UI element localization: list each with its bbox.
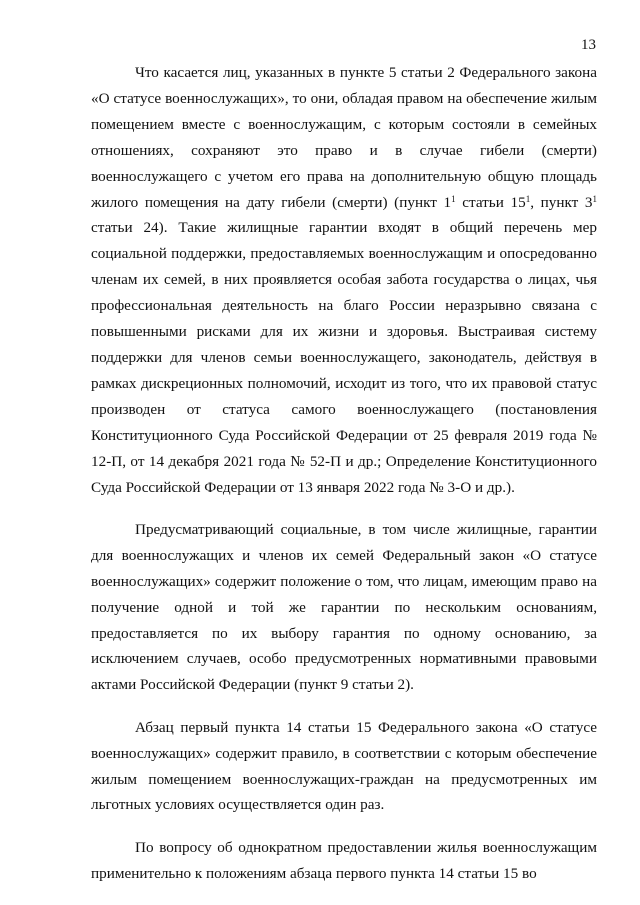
text-run: статьи 15 (455, 193, 526, 211)
paragraph-1 (91, 60, 597, 500)
text-run: Абзац первый пункта 14 статьи 15 Федерального закона «О статусе военнослужащих» содержит правило, в соответствии с которым обеспечение жилым помещением военнослужащих-граждан на предусмотренных им льготных условиях осуществляется один раз. (91, 718, 597, 814)
text-run: Что касается лиц, указанных в пункте 5 статьи 2 Федерального закона «О статусе военнослужащих», то они, обладая правом на обеспечение жилым помещением вместе с военнослужащим, с которым состояли в семейных отношениях, сохраняют это право и в случае гибели (смерти) военнослужащего с учетом его права на дополнительную общую площадь жилого помещения на дату гибели (смерти) (пункт 1 (91, 64, 597, 211)
paragraph-2 (91, 517, 597, 698)
text-run: статьи 24). Такие жилищные гарантии входят в общий перечень мер социальной поддержки, предоставляемых военнослужащим и опосредованно членам их семей, в них проявляется особая забота государства о лицах, чья профессиональная деятельность на благо России неразрывно связана с повышенными рисками для их жизни и здоровья. Выстраивая систему поддержки для членов семьи военнослужащего, законодатель, действуя в рамках дискреционных полномочий, исходит из того, что их правовой статус производен от статуса самого военнослужащего (постановления Конституционного Суда Российской Федерации от 25 февраля 2019 года № 12-П, от 14 декабря 2021 года № 52-П и др.; Определение Конституционного Суда Российской Федерации от 13 января 2022 года № 3-О и др.). (91, 219, 597, 496)
superscript: 1 (525, 193, 531, 204)
text-run: По вопросу об однократном предоставлении жилья военнослужащим применительно к положениям абзаца первого пункта 14 статьи 15 во (91, 838, 597, 882)
page-number: 13 (581, 37, 596, 53)
superscript: 1 (592, 193, 598, 204)
document-body (91, 60, 597, 903)
paragraph-3 (91, 715, 597, 819)
paragraph-4 (91, 835, 597, 887)
superscript: 1 (451, 193, 456, 204)
text-run: Предусматривающий социальные, в том числе жилищные, гарантии для военнослужащих и членов их семей Федеральный закон «О статусе военнослужащих» содержит положение о том, что лицам, имеющим право на получение одной и той же гарантии по нескольким основаниям, предоставляется по их выбору гарантия по одному основанию, за исключением случаев, особо предусмотренных нормативными правовыми актами Российской Федерации (пункт 9 статьи 2). (91, 520, 597, 694)
text-run: , пункт 3 (530, 193, 593, 211)
